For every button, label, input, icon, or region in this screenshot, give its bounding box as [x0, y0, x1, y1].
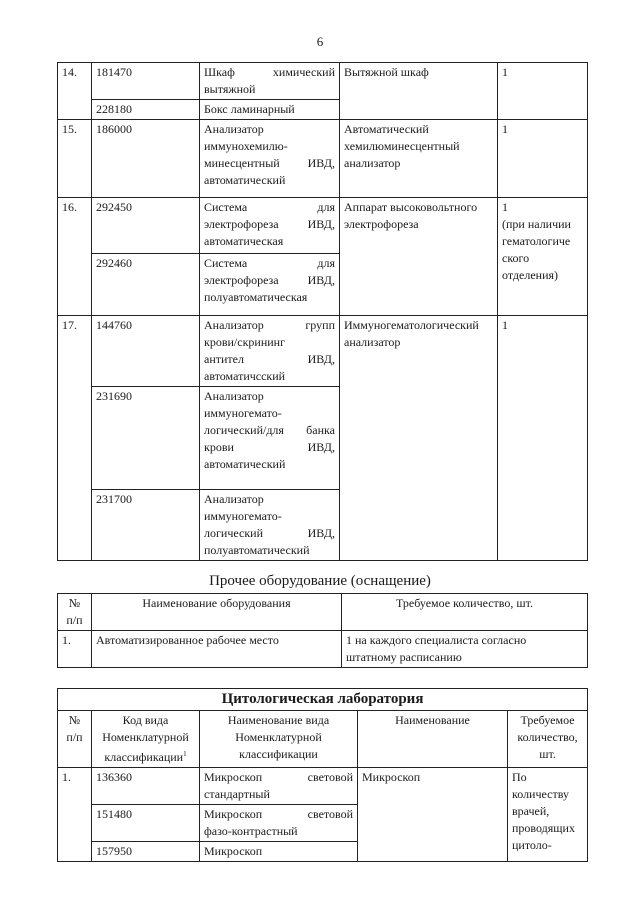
row-number: 1. [58, 631, 92, 668]
code-cell: 136360 [92, 768, 200, 805]
name-cell: Система для электрофореза ИВД, автоматическая [200, 198, 340, 254]
other-equipment-table [57, 593, 588, 668]
cytology-title: Цитологическая лаборатория [58, 689, 588, 711]
qty-cell: 1 на каждого специалиста согласно штатному расписанию [342, 631, 588, 668]
qty-cell: По количеству врачей, проводящих цитоло- [508, 768, 588, 862]
cytology-table [57, 688, 588, 862]
row-number: 1. [58, 768, 92, 862]
footnote-mark: 1 [183, 750, 187, 758]
name-cell: Микроскоп световой стандартный [200, 768, 358, 805]
table-row [58, 768, 588, 805]
code-cell: 292460 [92, 254, 200, 316]
section-title-row [58, 689, 588, 711]
code-cell: 157950 [92, 842, 200, 862]
table-row [58, 316, 588, 387]
header-kind: Наименование вида Номенклатурной классификации [200, 711, 358, 768]
page-number: 6 [316, 34, 324, 49]
row-number: 15. [58, 120, 92, 198]
device-cell: Аппарат высоковольтного электрофореза [340, 198, 498, 316]
row-number: 17. [58, 316, 92, 561]
name-cell: Микроскоп [200, 842, 358, 862]
other-equipment-title: Прочее оборудование (оснащение) [209, 573, 431, 589]
table-row [58, 198, 588, 254]
name-cell: Автоматизированное рабочее место [92, 631, 342, 668]
table-row [58, 631, 588, 668]
code-cell: 231700 [92, 490, 200, 561]
code-cell: 292450 [92, 198, 200, 254]
code-cell: 144760 [92, 316, 200, 387]
code-cell: 151480 [92, 805, 200, 842]
table-header-row [58, 594, 588, 631]
header-code: Код вида Номенклатурной классификации$^1$ [92, 711, 200, 768]
code-cell: 186000 [92, 120, 200, 198]
name-cell: Анализатор иммуногемато- логический/для банка крови ИВД, автоматический [200, 387, 340, 490]
table-header-row [58, 711, 588, 768]
name-cell: Шкаф химический вытяжной [200, 63, 340, 100]
equipment-table [57, 62, 588, 561]
header-name: Наименование [358, 711, 508, 768]
device-cell: Микроскоп [358, 768, 508, 862]
header-num: № п/п [58, 594, 92, 631]
device-cell: Иммуногематологический анализатор [340, 316, 498, 561]
table-row [58, 120, 588, 198]
header-num: № п/п [58, 711, 92, 768]
device-cell: Автоматический хемилюминесцентный анализатор [340, 120, 498, 198]
header-name: Наименование оборудования [92, 594, 342, 631]
table-row [58, 63, 588, 100]
qty-cell: 1 (при наличии гематологиче ского отделения) [498, 198, 588, 316]
qty-cell: 1 [498, 316, 588, 561]
qty-cell: 1 [498, 120, 588, 198]
device-cell: Вытяжной шкаф [340, 63, 498, 120]
qty-cell: 1 [498, 63, 588, 120]
name-cell: Анализатор иммунохемилю- минесцентный ИВД, автоматический [200, 120, 340, 198]
code-cell: 181470 [92, 63, 200, 100]
code-cell: 231690 [92, 387, 200, 490]
name-cell: Система для электрофореза ИВД, полуавтоматическая [200, 254, 340, 316]
name-cell: Анализатор иммуногемато- логический ИВД, полуавтоматический [200, 490, 340, 561]
name-cell: Микроскоп световой фазо-контрастный [200, 805, 358, 842]
name-cell: Бокс ламинарный [200, 100, 340, 120]
name-cell: Анализатор групп крови/скрининг антител ИВД, автоматичсский [200, 316, 340, 387]
header-qty: Требуемое количество, шт. [508, 711, 588, 768]
code-cell: 228180 [92, 100, 200, 120]
header-qty: Требуемое количество, шт. [342, 594, 588, 631]
row-number: 14. [58, 63, 92, 120]
row-number: 16. [58, 198, 92, 316]
